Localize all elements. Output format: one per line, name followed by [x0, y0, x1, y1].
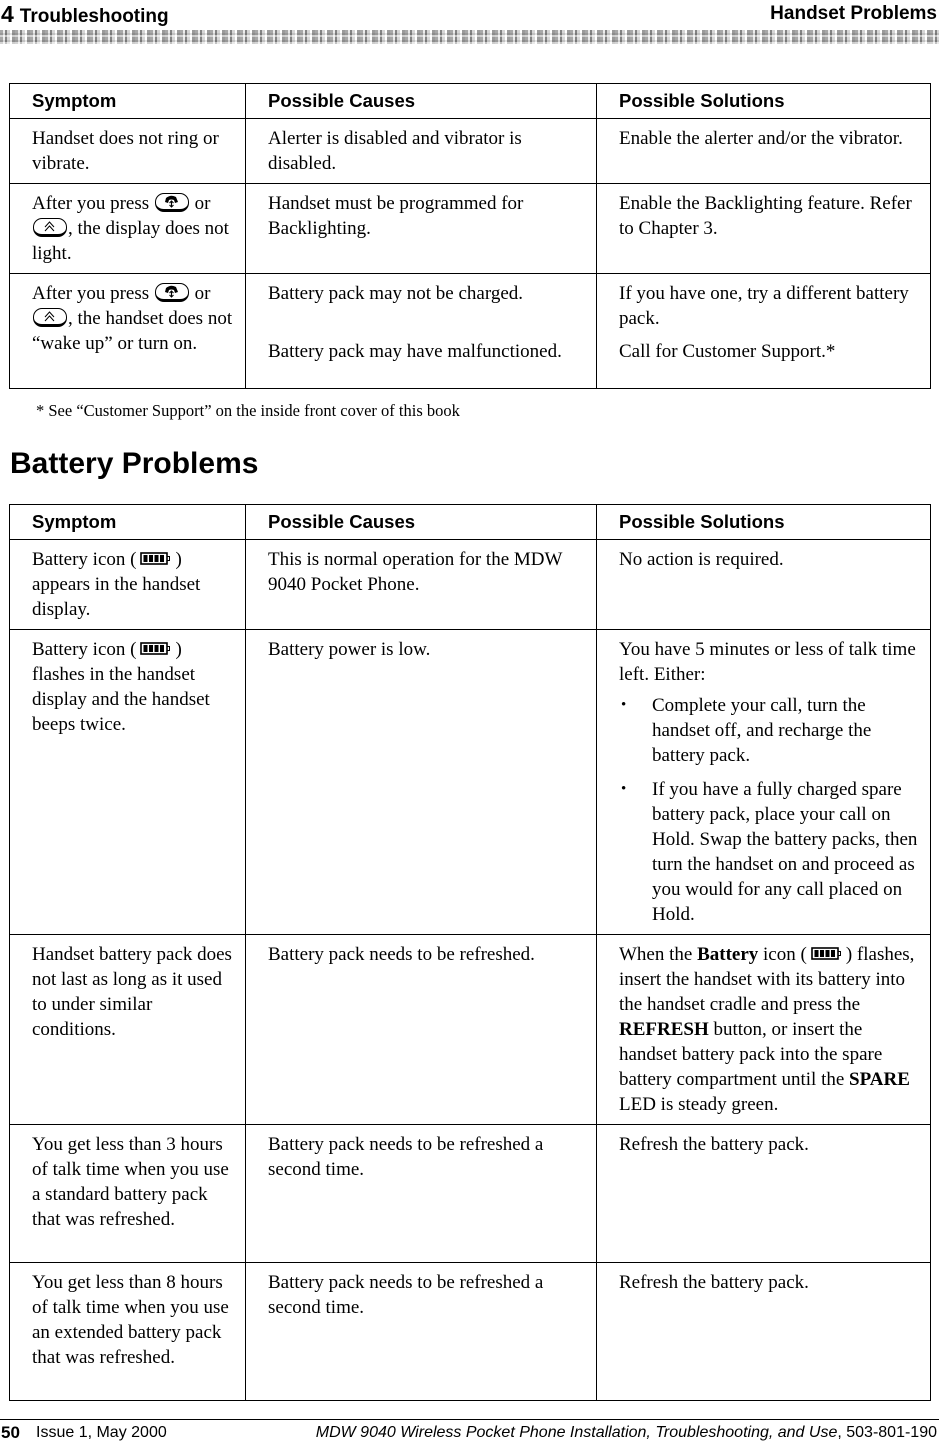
symptom-cell [10, 630, 246, 935]
chapter-number: 4 [1, 1, 14, 27]
solution-bold-battery: Battery [697, 944, 759, 965]
footer-rule [0, 1419, 939, 1420]
issue-date: Issue 1, May 2000 [36, 1424, 167, 1441]
solution-text: ) flashes, insert the handset with its battery into the handset cradle and press the [619, 944, 915, 1015]
causes-cell: Handset must be programmed for Backlighting. [246, 184, 597, 274]
solutions-cell [597, 935, 931, 1125]
footnote: * See “Customer Support” on the inside front cover of this book [36, 401, 460, 420]
causes-cell: Battery pack needs to be refreshed a second time. [246, 1125, 597, 1263]
symptom-cell: You get less than 8 hours of talk time when you use an extended battery pack that was refreshed. [10, 1263, 246, 1401]
solution-item: If you have one, try a different battery pack. [619, 283, 909, 329]
symptom-text: ) appears in the handset display. [32, 549, 201, 620]
battery-full-icon [811, 947, 842, 960]
solution-bold-refresh: REFRESH [619, 1019, 709, 1040]
up-arrow-key-icon [33, 218, 67, 237]
table-row [10, 630, 931, 935]
solution-bold-spare: SPARE [849, 1069, 910, 1090]
table-row [10, 184, 931, 274]
document-title-italic: MDW 9040 Wireless Pocket Phone Installation, Troubleshooting, and Use [315, 1424, 838, 1441]
solution-text: When the [619, 944, 698, 965]
symptom-cell: Handset battery pack does not last as long as it used to under similar conditions. [10, 935, 246, 1125]
phone-talk-key-icon [155, 283, 189, 302]
table-row [10, 935, 931, 1125]
symptom-cell [10, 274, 246, 389]
solutions-cell: No action is required. [597, 540, 931, 630]
up-arrow-key-icon [33, 308, 67, 327]
column-header-solutions: Possible Solutions [597, 84, 931, 119]
causes-cell: Battery pack needs to be refreshed. [246, 935, 597, 1125]
causes-cell: Alerter is disabled and vibrator is disabled. [246, 119, 597, 184]
column-header-causes: Possible Causes [246, 505, 597, 540]
table-header-row [10, 84, 931, 119]
symptom-text: ) flashes in the handset display and the handset beeps twice. [32, 639, 210, 735]
table-row [10, 274, 931, 389]
solution-intro: You have 5 minutes or less of talk time left. Either: [619, 639, 916, 685]
solutions-cell [597, 630, 931, 935]
solution-text: button, or insert the handset battery pack into the spare battery compartment until the [619, 1019, 883, 1090]
solution-bullet: • If you have a fully charged spare battery pack, place your call on Hold. Swap the battery packs, then turn the handset on and proceed as you would for any call placed on Hold. [619, 777, 920, 927]
symptom-text: or [194, 283, 211, 304]
header-decorative-band [0, 30, 939, 44]
symptom-cell [10, 184, 246, 274]
table-row [10, 1263, 931, 1401]
column-header-symptom: Symptom [10, 84, 246, 119]
causes-cell: Battery power is low. [246, 630, 597, 935]
section-title: Battery Problems [10, 447, 259, 480]
symptom-text: , the display does not light. [32, 218, 229, 264]
solutions-cell: Refresh the battery pack. [597, 1263, 931, 1401]
solution-item: Call for Customer Support.* [619, 341, 836, 362]
table-row [10, 1125, 931, 1263]
chapter-title: Troubleshooting [19, 6, 169, 27]
symptom-text: After you press [32, 193, 150, 214]
solutions-cell [597, 274, 931, 389]
chapter-heading [1, 0, 169, 31]
solution-bullet: • Complete your call, turn the handset off, and recharge the battery pack. [619, 693, 920, 768]
battery-full-icon [140, 642, 171, 655]
battery-problems-table [9, 504, 931, 1401]
page-footer [0, 1422, 939, 1444]
symptom-text: Battery icon ( [32, 549, 137, 570]
column-header-symptom: Symptom [10, 505, 246, 540]
solutions-cell: Refresh the battery pack. [597, 1125, 931, 1263]
cause-item: Battery pack may not be charged. [268, 283, 523, 304]
causes-cell: This is normal operation for the MDW 9040 Pocket Phone. [246, 540, 597, 630]
table-row [10, 119, 931, 184]
column-header-causes: Possible Causes [246, 84, 597, 119]
symptom-text: or [194, 193, 211, 214]
solution-bullet-list [619, 693, 920, 927]
solutions-cell: Enable the Backlighting feature. Refer to Chapter 3. [597, 184, 931, 274]
document-number: , 503-801-190 [837, 1424, 937, 1441]
solutions-cell: Enable the alerter and/or the vibrator. [597, 119, 931, 184]
battery-full-icon [140, 552, 171, 565]
page-header [0, 0, 939, 30]
section-running-title: Handset Problems [770, 3, 937, 24]
causes-cell [246, 274, 597, 389]
symptom-cell: Handset does not ring or vibrate. [10, 119, 246, 184]
symptom-cell: You get less than 3 hours of talk time when you use a standard battery pack that was refreshed. [10, 1125, 246, 1263]
column-header-solutions: Possible Solutions [597, 505, 931, 540]
symptom-text: Battery icon ( [32, 639, 137, 660]
table-header-row [10, 505, 931, 540]
page-number: 50 [1, 1423, 20, 1442]
document-title [316, 1422, 937, 1444]
symptom-text: , the handset does not “wake up” or turn on. [32, 308, 233, 354]
cause-item: Battery pack may have malfunctioned. [268, 341, 562, 362]
phone-talk-key-icon [155, 193, 189, 212]
table-row [10, 540, 931, 630]
symptom-text: After you press [32, 283, 150, 304]
causes-cell: Battery pack needs to be refreshed a second time. [246, 1263, 597, 1401]
solution-text: LED is steady green. [619, 1094, 779, 1115]
solution-text: icon ( [758, 944, 807, 965]
handset-problems-table [9, 83, 931, 389]
symptom-cell [10, 540, 246, 630]
